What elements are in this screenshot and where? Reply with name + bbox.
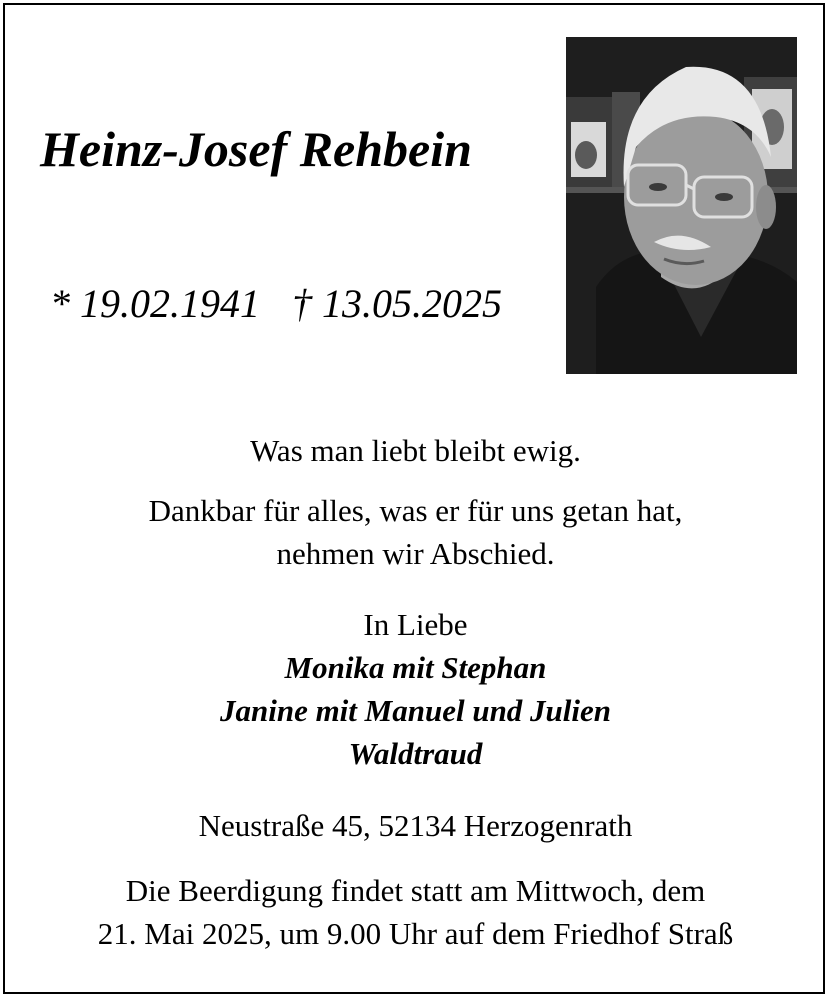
deceased-name: Heinz-Josef Rehbein [40, 121, 472, 177]
portrait-illustration [566, 37, 797, 374]
mourner-name: Waldtraud [348, 736, 483, 771]
mourners-section [20, 603, 811, 775]
thanks-text [20, 489, 811, 575]
funeral-line-2: 21. Mai 2025, um 9.00 Uhr auf dem Friedhof Straß [97, 916, 734, 951]
portrait-photo [566, 37, 797, 374]
funeral-line-1: Die Beerdigung findet statt am Mittwoch, dem [125, 873, 706, 908]
death-date: † 13.05.2025 [292, 281, 502, 326]
mourner-name: Monika mit Stephan [284, 650, 547, 685]
life-dates [50, 280, 550, 327]
funeral-info [20, 869, 811, 955]
mourner-name: Janine mit Manuel und Julien [219, 693, 612, 728]
in-love-label: In Liebe [363, 607, 468, 642]
birth-date: * 19.02.1941 [50, 281, 260, 326]
thanks-line-2: nehmen wir Abschied. [276, 536, 555, 571]
family-address: Neustraße 45, 52134 Herzogenrath [198, 808, 633, 843]
motto: Was man liebt bleibt ewig. [250, 433, 581, 468]
thanks-line-1: Dankbar für alles, was er für uns getan hat, [148, 493, 683, 528]
